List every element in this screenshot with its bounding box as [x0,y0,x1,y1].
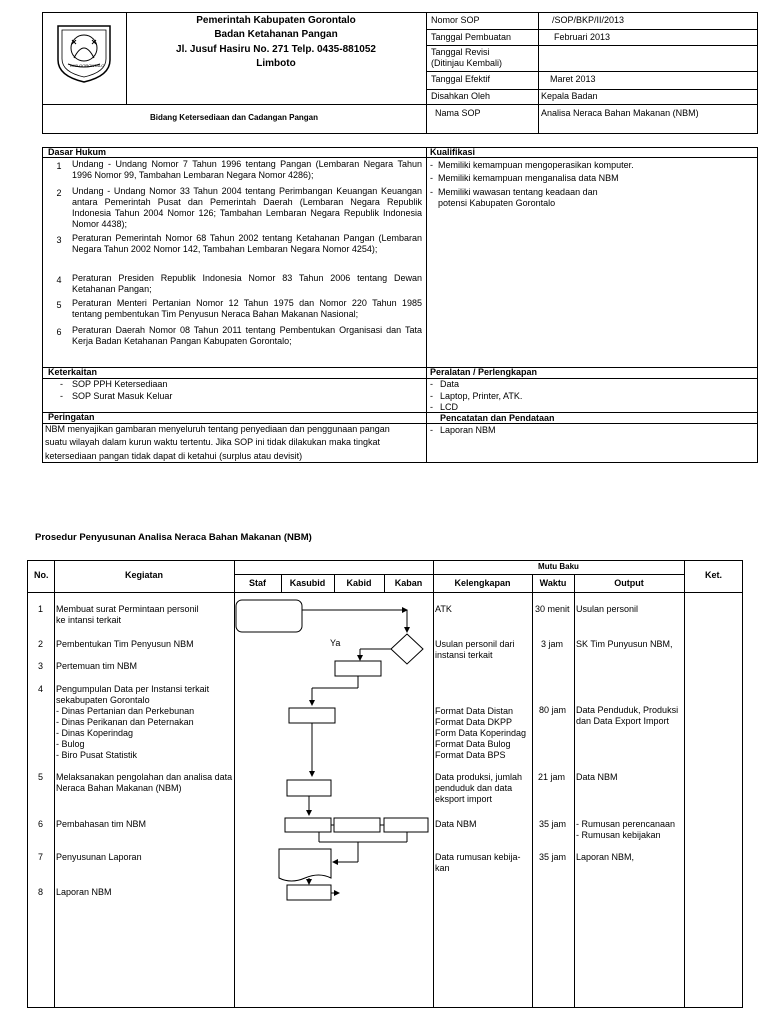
col-kabid: Kabid [346,578,372,588]
flow-document-7 [279,849,331,881]
prosedur-table: No. Kegiatan Staf Kasubid Kabid Kaban Mutu Baku Kelengkapan Waktu Output Ket. 1 Membuat surat Permintaan personil ke intansi terkait ATK 30 menit Usulan personil 2 Pembentukan Tim Penyusun NBM Usulan personil dari instansi terkait 3 jam SK Tim Punyusun NBM, 3 Pertemuan tim NBM 4 Pengumpulan Data per Instansi terkait sekabupaten Gorontalo - Dinas Pertanian dan Perkebunan - Dinas Perikanan dan Peternakan - Dinas Koperindag - Bulog - Biro Pusat Statistik Format Data Distan Format Data DKPP Form Data Koperindag Format Data Bulog Format Data BPS 80 jam Data Penduduk, Produksi dan Data Export Import 5 Melaksanakan pengolahan dan analisa data Neraca Bahan Makanan (NBM) Data produksi, jumlah penduduk dan data eksport import 21 jam Data NBM 6 Pembahasan tim NBM Data NBM 35 jam - Rumusan perencanaan - Rumusan kebijakan 7 Penyusunan Laporan Data rumusan kebija- kan 35 jam Laporan NBM, 8 Laporan NBM Ya [27,560,743,1008]
regency-logo [52,20,116,84]
field-value-tanggal-efektif: Maret 2013 [550,74,596,84]
flow-process-5 [287,780,331,796]
kualifikasi-item: Memiliki kemampuan menganalisa data NBM [438,173,619,183]
sop-header-table: KAB GORONTALO Pemerintah Kabupaten Gorontalo Badan Ketahanan Pangan Jl. Jusuf Hasiru No. 271 Telp. 0435-881052 Limboto Bidang Ketersediaan dan Cadangan Pangan Nomor SOP /SOP/BKP/II/2013 Tanggal Pembuatan Februari 2013 Tanggal Revisi (Ditinjau Kembali) Tanggal Efektif Maret 2013 Disahkan Oleh Kepala Badan Nama SOP Analisa Neraca Bahan Makanan (NBM) Dasar Hukum 1 Undang - Undang Nomor 7 Tahun 1996 tentang Pangan (Lembaran Negara Tahun 1996 Nomor 99, Tambahan Lembaran Negara Nomor 4286); 2 Undang - Undang Nomor 33 Tahun 2004 tentang Perimbangan Keuangan Keuangan antara Pemerintah Pusat dan Pemerintah Daerah (Lembaran Negara Republik Indonesia Tahun 2004 Nomor 126; Tambahan Lembaran Negara Republik Indonesia Nomor 4438); 3 Peraturan Pemerintah Nomor 68 Tahun 2002 tentang Ketahanan Pangan (Lembaran Negara Tahun 2002 Nomor 142, Tambahan Lembaran Negara Nomor 4254); 4 Peraturan Presiden Republik Indonesia Nomor 83 Tahun 2006 tentang Dewan Ketahanan Pangan; 5 Peraturan Menteri Pertanian Nomor 12 Tahun 1975 dan Nomor 220 Tahun 1985 tentang pembentukan Tim Penyusun Neraca Bahan Makanan Nasional; 6 Peraturan Daerah Nomor 08 Tahun 2011 tentang Pembentukan Organisasi dan Tata Kerja Badan Ketahanan Pangan Kabupaten Gorontalo; Kualifikasi - Memiliki kemampuan mengoperasikan komputer. - Memiliki kemampuan menganalisa data NBM - Memiliki wawasan tentang keadaan dan potensi Kabupaten Gorontalo Keterkaitan - SOP PPH Ketersediaan - SOP Surat Masuk Keluar Peralatan / Perlengkapan - Data - Laptop, Printer, ATK. - LCD Peringatan NBM menyajikan gambaran menyeluruh tentang penyediaan dan penggunaan pangan suatu wilayah dalam kurun waktu tertentu. Jika SOP ini tidak dilakukan maka tingkat ketersediaan pangan tidak dapat di ketahui (surplus atau devisit) Pencatatan dan Pendataan - Laporan NBM [42,12,758,464]
peringatan-line: suatu wilayah dalam kurun waktu tertentu. Jika SOP ini tidak dilakukan maka tingkat [45,437,381,447]
flow-process-6b [334,818,380,832]
flow-process-3 [335,661,381,676]
field-value-disahkan-oleh: Kepala Badan [541,91,598,101]
col-no: No. [34,570,49,580]
field-label-tanggal-efektif: Tanggal Efektif [431,74,491,84]
flow-process-8 [287,885,331,900]
dasar-hukum-item: Peraturan Daerah Nomor 08 Tahun 2011 tentang Pembentukan Organisasi dan Tata Kerja Badan Ketahanan Pangan Kabupaten Gorontalo; [72,325,422,346]
kegiatan-text: Membuat surat Permintaan personil [56,604,199,614]
field-label-tanggal-pembuatan: Tanggal Pembuatan [431,32,512,42]
col-mutu-baku: Mutu Baku [538,562,579,571]
pencatatan-item: Laporan NBM [440,425,496,435]
kegiatan-text: ke intansi terkait [56,615,122,625]
pencatatan-title: Pencatatan dan Pendataan [440,413,555,423]
dasar-hukum-item: Peraturan Presiden Republik Indonesia Nomor 83 Tahun 2006 tentang Dewan Ketahanan Pangan; [72,273,422,294]
flow-label-ya: Ya [330,638,341,648]
org-line-3: Jl. Jusuf Hasiru No. 271 Telp. 0435-881052 [176,44,376,55]
peralatan-item: Data [440,379,460,389]
kualifikasi-item: Memiliki kemampuan mengoperasikan komputer. [438,160,634,170]
division-name: Bidang Ketersediaan dan Cadangan Pangan [149,113,319,122]
field-label-tanggal-revisi-2: (Ditinjau Kembali) [431,58,503,68]
flow-process-6a [285,818,331,832]
org-line-4: Limboto [256,58,296,69]
keterkaitan-item: SOP PPH Ketersediaan [72,379,168,389]
flow-decision [391,634,423,664]
peringatan-title: Peringatan [48,412,95,422]
logo-text: KAB GORONTALO [70,63,105,68]
dasar-hukum-item: Peraturan Pemerintah Nomor 68 Tahun 2002 tentang Ketahanan Pangan (Lembaran Negara Tahun 2002 Nomor 142, Tambahan Lembaran Negara Nomor 4254); [72,233,422,254]
flow-start-terminator [236,600,302,632]
field-label-nomor-sop: Nomor SOP [431,15,480,25]
kualifikasi-item: Memiliki wawasan tentang keadaan dan potensi Kabupaten Gorontalo [438,187,598,208]
keterkaitan-title: Keterkaitan [48,367,98,377]
peralatan-item: LCD [440,402,459,412]
flow-process-4 [289,708,335,723]
field-value-tanggal-pembuatan: Februari 2013 [554,32,611,42]
peringatan-line: ketersediaan pangan tidak dapat di ketahui (surplus atau devisit) [45,451,303,461]
field-label-tanggal-revisi-1: Tanggal Revisi [431,47,490,57]
keterkaitan-item: SOP Surat Masuk Keluar [72,391,173,401]
org-line-2: Badan Ketahanan Pangan [214,29,338,40]
col-staf: Staf [248,578,266,588]
dasar-hukum-item: Undang - Undang Nomor 7 Tahun 1996 tentang Pangan (Lembaran Negara Tahun 1996 Nomor 99, Tambahan Lembaran Negara Nomor 4286); [72,159,422,180]
field-label-disahkan-oleh: Disahkan Oleh [431,91,491,101]
org-line-1: Pemerintah Kabupaten Gorontalo [196,15,356,26]
col-output: Output [614,578,644,588]
flow-process-6c [384,818,428,832]
dasar-hukum-item: Peraturan Menteri Pertanian Nomor 12 Tahun 1975 dan Nomor 220 Tahun 1985 tentang pembentukan Tim Penyusun Neraca Bahan Makanan Nasional; [72,298,422,319]
col-waktu: Waktu [539,578,567,588]
dasar-hukum-item: Undang - Undang Nomor 33 Tahun 2004 tentang Perimbangan Keuangan Keuangan antara Pemerintah Pusat dan Pemerintah Daerah (Lembaran Negara Republik Indonesia Tahun 2004 Nomor 126; Tambahan Lembaran Negara Republik Indonesia Nomor 4438); [72,186,422,229]
field-label-nama-sop: Nama SOP [435,108,481,118]
col-kelengkapan: Kelengkapan [454,578,511,588]
peralatan-title: Peralatan / Perlengkapan [430,367,538,377]
field-value-nama-sop: Analisa Neraca Bahan Makanan (NBM) [541,108,699,118]
col-ket: Ket. [704,570,722,580]
prosedur-title: Prosedur Penyusunan Analisa Neraca Bahan Makanan (NBM) [35,532,312,543]
kualifikasi-title: Kualifikasi [430,147,476,157]
flowchart [27,560,743,1008]
field-value-nomor-sop: /SOP/BKP/II/2013 [552,15,625,25]
col-kaban: Kaban [394,578,423,588]
col-kegiatan: Kegiatan [124,570,163,580]
dasar-hukum-title: Dasar Hukum [48,147,107,157]
peringatan-line: NBM menyajikan gambaran menyeluruh tentang penyediaan dan penggunaan pangan [45,424,390,434]
col-kasubid: Kasubid [289,578,326,588]
peralatan-item: Laptop, Printer, ATK. [440,391,523,401]
